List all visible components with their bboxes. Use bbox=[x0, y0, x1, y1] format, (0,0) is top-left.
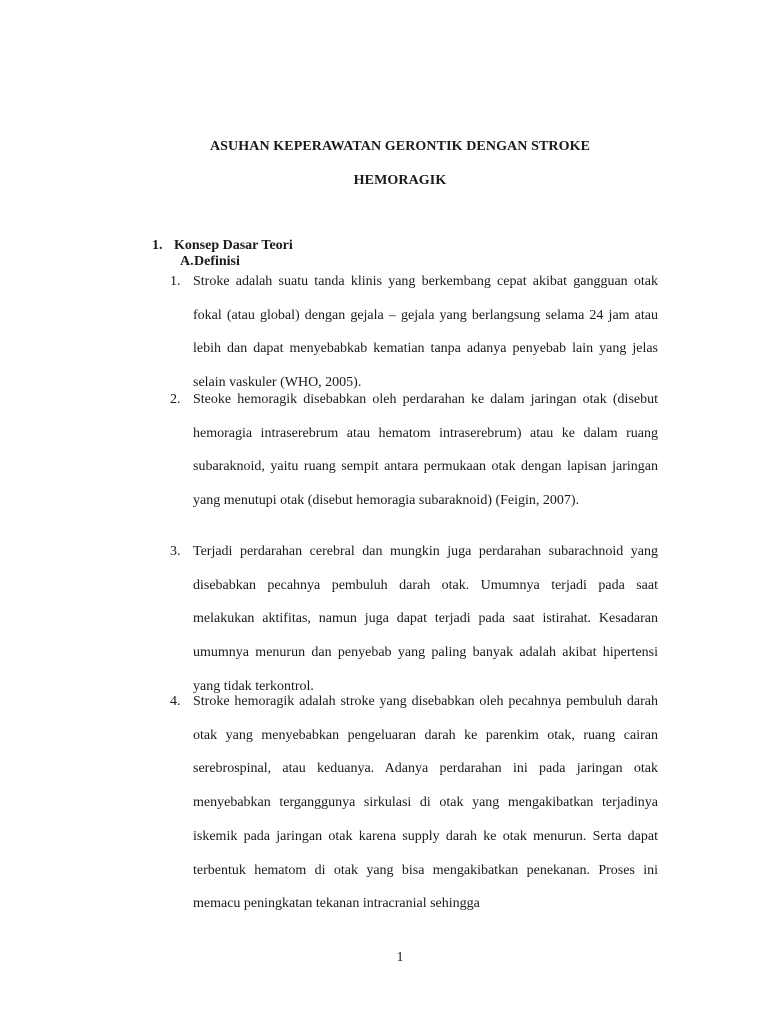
list-item-number: 4. bbox=[170, 694, 181, 709]
document-title-line-1: ASUHAN KEPERAWATAN GERONTIK DENGAN STROKE bbox=[209, 139, 591, 154]
document-title-line-2: HEMORAGIK bbox=[353, 173, 447, 188]
list-item-text: Terjadi perdarahan cerebral dan mungkin juga perdarahan subarachnoid yang disebabkan pecahnya pembuluh darah otak. Umumnya terjadi pada saat melakukan aktifitas, namun juga dapat terjadi pada saat istirahat. Kesadaran umumnya menurun dan penyebab yang paling banyak adalah akibat hipertensi yang tidak terkontrol. bbox=[193, 544, 658, 694]
page-number: 1 bbox=[396, 950, 404, 965]
list-item bbox=[170, 392, 658, 518]
list-item bbox=[170, 544, 658, 704]
list-item bbox=[170, 274, 658, 400]
list-item-text: Stroke hemoragik adalah stroke yang disebabkan oleh pecahnya pembuluh darah otak yang menyebabkan pengeluaran darah ke parenkim otak, ruang cairan serebrospinal, atau keduanya. Adanya perdarahan ini pada jaringan otak menyebabkan terganggunya sirkulasi di otak yang mengakibatkan terjadinya iskemik pada jaringan otak karena supply darah ke otak menurun. Serta dapat terbentuk hematom di otak yang bisa mengakibatkan penekanan. Proses ini memacu peningkatan tekanan intracranial sehingga bbox=[193, 694, 658, 912]
list-item-number: 3. bbox=[170, 544, 181, 559]
list-item-text: Stroke adalah suatu tanda klinis yang berkembang cepat akibat gangguan otak fokal (atau global) dengan gejala – gejala yang berlangsung selama 24 jam atau lebih dan dapat menyebabkab kematian tanpa adanya penyebab lain yang jelas selain vaskuler (WHO, 2005). bbox=[193, 274, 658, 391]
section-heading bbox=[152, 238, 293, 254]
list-item-number: 1. bbox=[170, 274, 181, 289]
subsection-title: Definisi bbox=[194, 254, 240, 269]
subsection-letter: A. bbox=[180, 254, 194, 269]
list-item bbox=[170, 694, 658, 921]
list-item-number: 2. bbox=[170, 392, 181, 407]
list-item-text: Steoke hemoragik disebabkan oleh perdarahan ke dalam jaringan otak (disebut hemoragia intraserebrum atau hematom intraserebrum) atau ke dalam ruang subaraknoid, yaitu ruang sempit antara permukaan otak dengan lapisan jaringan yang menutupi otak (disebut hemoragia subaraknoid) (Feigin, 2007). bbox=[193, 392, 658, 509]
section-number: 1. bbox=[152, 238, 163, 253]
section-title: Konsep Dasar Teori bbox=[174, 238, 293, 253]
